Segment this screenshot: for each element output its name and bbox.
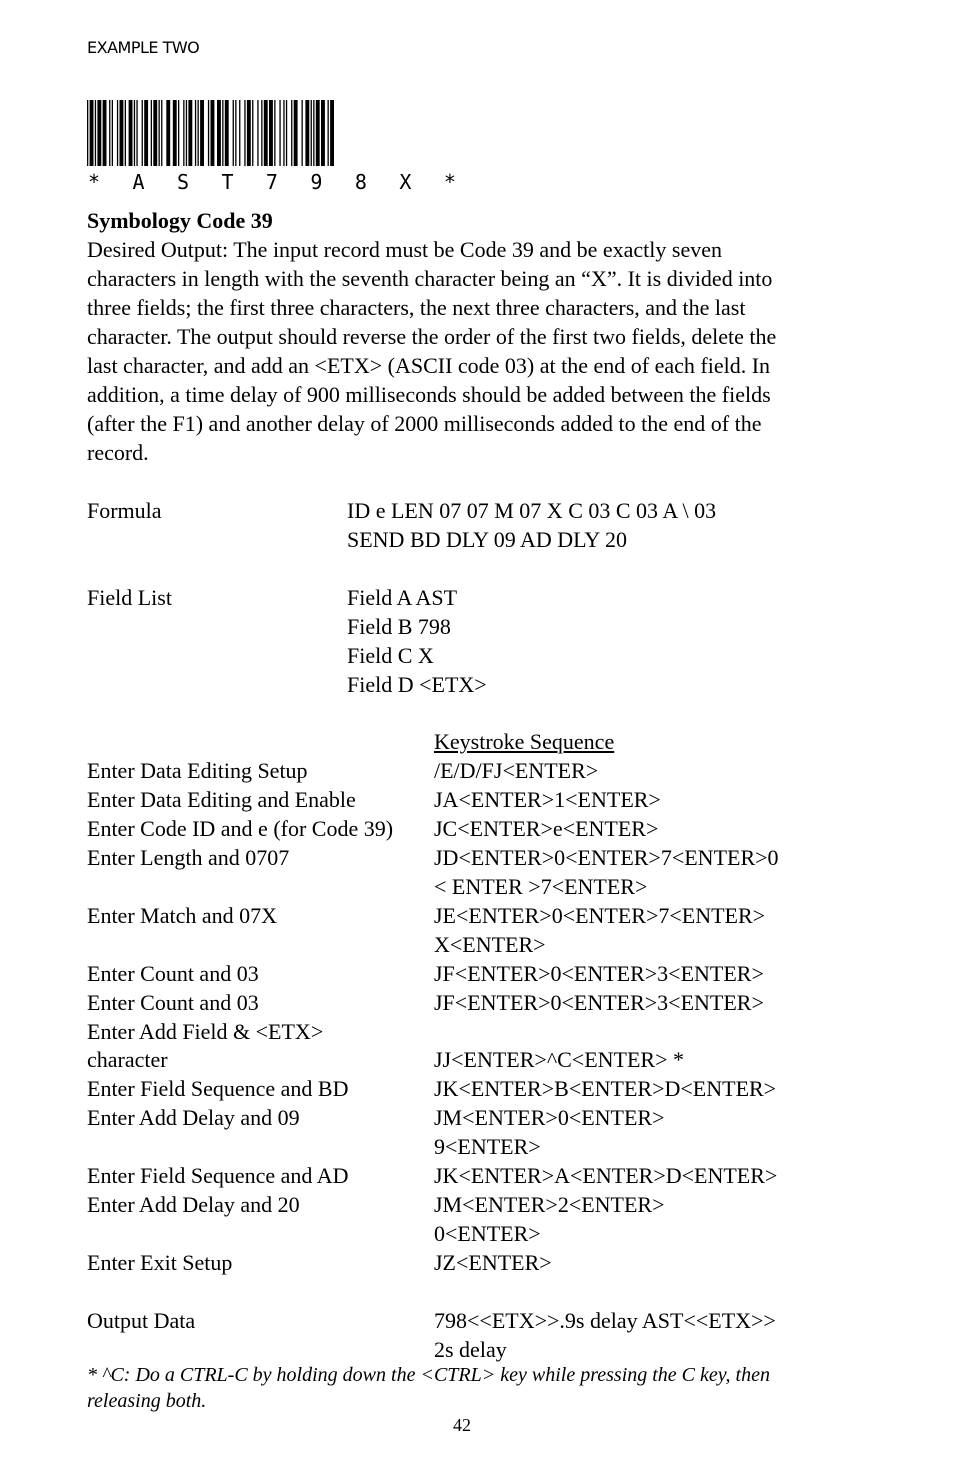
step-label: Enter Count and 03 <box>87 990 259 1015</box>
running-header: EXAMPLE TWO <box>87 38 200 57</box>
step-sequence: JK<ENTER>A<ENTER>D<ENTER> <box>434 1163 778 1188</box>
step-label: Enter Length and 0707 <box>87 845 290 870</box>
barcode-image <box>87 100 335 166</box>
output-line-1: 798<<ETX>>.9s delay AST<<ETX>> <box>434 1308 776 1333</box>
output-line-2: 2s delay <box>434 1337 507 1362</box>
step-label: Enter Data Editing and Enable <box>87 787 356 812</box>
field-list-item: Field B 798 <box>347 614 451 639</box>
step-sequence: JK<ENTER>B<ENTER>D<ENTER> <box>434 1076 777 1101</box>
step-label: Enter Data Editing Setup <box>87 758 308 783</box>
step-label: Enter Field Sequence and AD <box>87 1163 349 1188</box>
description-line: addition, a time delay of 900 milliseconds should be added between the fields <box>87 382 771 407</box>
formula-line-1: ID e LEN 07 07 M 07 X C 03 C 03 A \ 03 <box>347 498 717 523</box>
step-sequence: JE<ENTER>0<ENTER>7<ENTER> <box>434 903 766 928</box>
step-label: Enter Add Delay and 20 <box>87 1192 300 1217</box>
step-sequence: JJ<ENTER>^C<ENTER> * <box>434 1047 685 1072</box>
page-number: 42 <box>453 1415 471 1435</box>
step-sequence: JF<ENTER>0<ENTER>3<ENTER> <box>434 990 764 1015</box>
description-line: characters in length with the seventh character being an “X”. It is divided into <box>87 266 773 291</box>
formula-label: Formula <box>87 498 162 523</box>
barcode-human-readable: * A S T 7 9 8 X * <box>88 170 467 194</box>
step-sequence: JZ<ENTER> <box>434 1250 552 1275</box>
step-sequence-continued: < ENTER >7<ENTER> <box>434 874 648 899</box>
step-sequence: JC<ENTER>e<ENTER> <box>434 816 659 841</box>
keystroke-heading: Keystroke Sequence <box>434 729 615 754</box>
footnote-line: * ^C: Do a CTRL-C by holding down the <CTRL> key while pressing the C key, then <box>87 1364 770 1386</box>
description-paragraph <box>87 235 847 467</box>
step-sequence: JM<ENTER>0<ENTER> <box>434 1105 665 1130</box>
step-sequence-continued: 0<ENTER> <box>434 1221 541 1246</box>
description-line: Desired Output: The input record must be Code 39 and be exactly seven <box>87 237 722 262</box>
step-sequence-continued: 9<ENTER> <box>434 1134 541 1159</box>
description-line: character. The output should reverse the order of the first two fields, delete the <box>87 324 777 349</box>
field-list-item: Field D <ETX> <box>347 672 487 697</box>
step-sequence: JD<ENTER>0<ENTER>7<ENTER>0 <box>434 845 779 870</box>
step-sequence: /E/D/FJ<ENTER> <box>434 758 599 783</box>
step-label-continued: character <box>87 1047 168 1072</box>
step-sequence: JM<ENTER>2<ENTER> <box>434 1192 665 1217</box>
footnote <box>87 1362 887 1414</box>
step-label: Enter Count and 03 <box>87 961 259 986</box>
field-list-item: Field C X <box>347 643 434 668</box>
step-label: Enter Add Delay and 09 <box>87 1105 300 1130</box>
description-line: three fields; the first three characters, the next three characters, and the last <box>87 295 746 320</box>
step-sequence: JF<ENTER>0<ENTER>3<ENTER> <box>434 961 764 986</box>
footnote-line: releasing both. <box>87 1390 207 1412</box>
field-list-item: Field A AST <box>347 585 458 610</box>
field-list-label: Field List <box>87 585 172 610</box>
output-label: Output Data <box>87 1308 196 1333</box>
step-label: Enter Exit Setup <box>87 1250 233 1275</box>
description-line: last character, and add an <ETX> (ASCII code 03) at the end of each field. In <box>87 353 771 378</box>
description-line: (after the F1) and another delay of 2000 milliseconds added to the end of the <box>87 411 762 436</box>
step-label: Enter Match and 07X <box>87 903 277 928</box>
step-sequence-continued: X<ENTER> <box>434 932 546 957</box>
step-sequence: JA<ENTER>1<ENTER> <box>434 787 661 812</box>
step-label: Enter Add Field & <ETX> <box>87 1019 324 1044</box>
step-label: Enter Code ID and e (for Code 39) <box>87 816 394 841</box>
step-label: Enter Field Sequence and BD <box>87 1076 349 1101</box>
description-line: record. <box>87 440 149 465</box>
formula-line-2: SEND BD DLY 09 AD DLY 20 <box>347 527 627 552</box>
section-title: Symbology Code 39 <box>87 208 273 233</box>
